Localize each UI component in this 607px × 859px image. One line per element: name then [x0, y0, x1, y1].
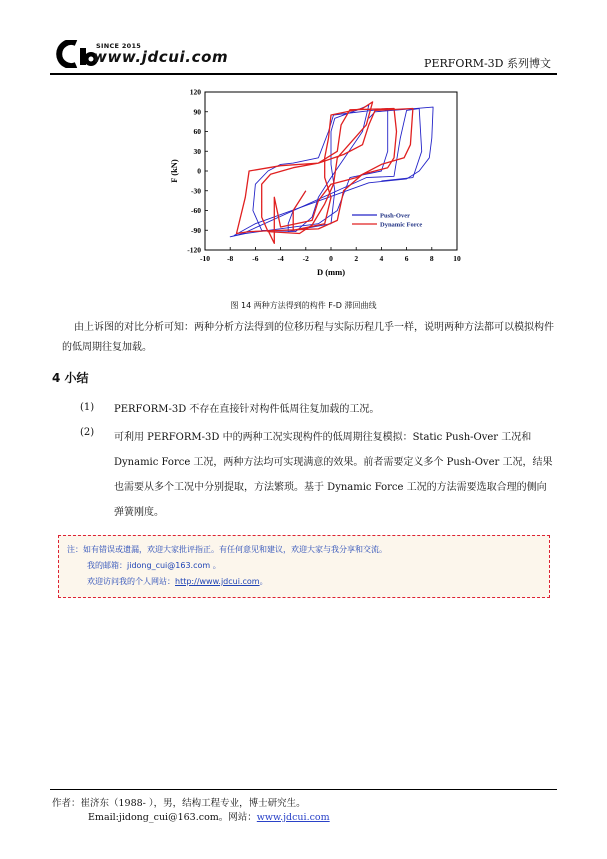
footer-divider — [50, 789, 557, 790]
note-email-suffix: 。 — [210, 561, 221, 570]
note-site-suffix: 。 — [259, 577, 268, 586]
y-axis-label: F (kN) — [169, 159, 179, 183]
note-box — [58, 535, 550, 598]
x-tick-label: -4 — [277, 254, 284, 263]
summary-paragraph: 由上诉图的对比分析可知：两种分析方法得到的位移历程与实际历程几乎一样，说明两种方法都可以模拟构件的低周期往复加载。 — [62, 322, 554, 353]
chart-legend — [352, 213, 422, 229]
header-divider — [50, 73, 557, 75]
chart-axes — [169, 88, 461, 278]
legend-label: Push-Over — [380, 212, 410, 220]
figure-caption: 图 14 两种方法得到的构件 F-D 滞回曲线 — [230, 301, 377, 310]
y-tick-label: -60 — [191, 206, 201, 215]
logo-since-text: SINCE 2015 — [96, 42, 142, 50]
x-tick-label: 8 — [429, 254, 434, 263]
x-tick-label: 4 — [379, 254, 384, 263]
x-tick-label: -8 — [227, 254, 234, 263]
note-site-link[interactable]: http://www.jdcui.com — [175, 577, 260, 586]
footer-contact — [88, 809, 330, 823]
x-tick-label: 0 — [329, 254, 333, 263]
legend-label: Dynamic Force — [380, 221, 423, 229]
list-item-text: PERFORM-3D 不存在直接针对构件低周往复加载的工况。 — [114, 404, 380, 415]
note-email-label: 我的邮箱： — [87, 561, 127, 570]
footer-site-link[interactable]: www.jdcui.com — [256, 812, 330, 823]
x-axis-label: D (mm) — [316, 267, 346, 277]
x-tick-label: 10 — [453, 254, 461, 263]
note-email: jidong_cui@163.com — [127, 561, 211, 570]
y-tick-label: 120 — [189, 87, 201, 97]
y-tick-label: 0 — [197, 166, 201, 176]
logo-site-text: www.jdcui.com — [93, 48, 229, 66]
note-line: 注：如有错误或遗漏，欢迎大家批评指正。有任何意见和建议，欢迎大家与我分享和交流。 — [67, 545, 387, 554]
note-site-label: 欢迎访问我的个人网站： — [87, 577, 175, 586]
y-tick-label: -30 — [191, 186, 201, 196]
footer-author: 作者：崔济东（1988- ），男，结构工程专业，博士研究生。 — [52, 798, 306, 809]
x-tick-label: -6 — [252, 254, 259, 263]
list-item-text: 可利用 PERFORM-3D 中的两种工况实现构件的低周期往复模拟：Static Push-Over 工况和 Dynamic Force 工况，两种方法均可实现满意的效果。前者需要定义多个 Push-Over 工况，结果也需要从多个工况中分别提取，方法繁琐。基于 Dynamic Force 工况的方法需要选取合理的侧向弹簧刚度。 — [114, 432, 553, 518]
note-email-line — [87, 560, 221, 571]
list-item-number: (2) — [80, 427, 95, 438]
y-tick-label: 30 — [193, 146, 201, 156]
x-tick-label: 2 — [354, 254, 359, 263]
x-tick-label: -10 — [200, 254, 210, 263]
section-heading: 4 小结 — [52, 371, 89, 385]
y-tick-label: 90 — [193, 107, 201, 117]
note-site-line — [87, 576, 268, 587]
y-tick-label: -90 — [191, 225, 201, 235]
x-tick-label: -2 — [302, 254, 309, 263]
series-title: PERFORM-3D 系列博文 — [424, 57, 551, 70]
footer-email: Email:jidong_cui@163.com。网站： — [88, 812, 257, 823]
y-tick-label: -120 — [187, 245, 201, 255]
list-item-number: (1) — [80, 402, 95, 413]
y-tick-label: 60 — [193, 127, 201, 136]
x-tick-label: 6 — [404, 254, 409, 263]
hysteresis-chart — [150, 82, 470, 292]
